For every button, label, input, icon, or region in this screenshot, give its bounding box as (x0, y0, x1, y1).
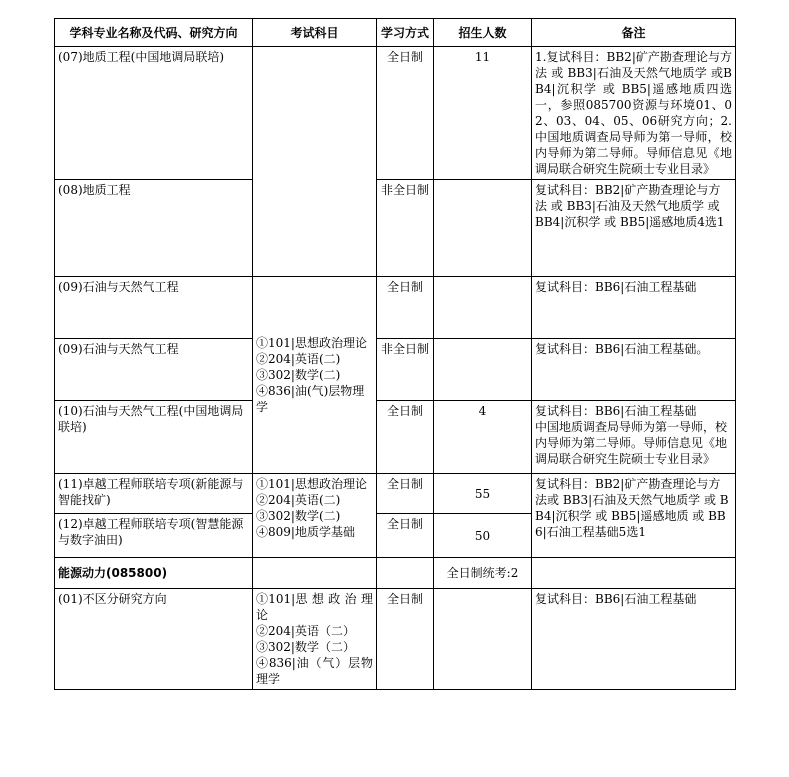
header-count: 招生人数 (434, 19, 532, 47)
mode-cell: 非全日制 (377, 339, 434, 401)
count-cell (434, 277, 532, 339)
notes-cell: 复试科目：BB6|石油工程基础 (532, 589, 736, 690)
header-row (55, 19, 736, 47)
notes-cell: 复试科目：BB6|石油工程基础 中国地质调查局导师为第一导师，校内导师为第二导师。导师信息见《地调局联合研究生院硕士专业目录》 (532, 401, 736, 474)
table-row (55, 47, 736, 180)
section-heading: 能源动力(085800) (55, 558, 253, 589)
count-cell (434, 339, 532, 401)
major-cell: (07)地质工程(中国地调局联培) (55, 47, 253, 180)
major-cell: (10)石油与天然气工程(中国地调局联培) (55, 401, 253, 474)
subject-line: ④836|油（气）层物理学 (256, 656, 373, 686)
table-row (55, 589, 736, 690)
major-cell: (09)石油与天然气工程 (55, 277, 253, 339)
notes-cell: 复试科目：BB6|石油工程基础 (532, 277, 736, 339)
subject-line: ①101|思想政治理论 (256, 477, 367, 491)
subject-line: ②204|英语（二） (256, 624, 355, 638)
notes-cell: 1.复试科目：BB2|矿产勘查理论与方法 或 BB3|石油及天然气地质学 或BB4|沉积学 或 BB5|遥感地质四选一，参照085700资源与环境01、02、03、04、05、06研究方向；2.中国地质调查局导师为第一导师，校内导师为第二导师。导师信息见《地调局联合研究生院硕士专业目录》 (532, 47, 736, 180)
notes-cell (532, 558, 736, 589)
subject-line: ③302|数学（二） (256, 640, 355, 654)
table-row (55, 277, 736, 339)
subject-line: ③302|数学(二) (256, 368, 341, 382)
notes-cell: 复试科目：BB6|石油工程基础。 (532, 339, 736, 401)
mode-cell: 全日制 (377, 589, 434, 690)
table-row (55, 180, 736, 277)
notes-cell: 复试科目：BB2|矿产勘查理论与方法或 BB3|石油及天然气地质学 或 BB4|沉积学 或 BB5|遥感地质 或 BB6|石油工程基础5选1 (532, 474, 736, 558)
header-notes: 备注 (532, 19, 736, 47)
mode-cell: 非全日制 (377, 180, 434, 277)
subject-line: ①101|思 想 政 治 理 论 (256, 592, 373, 622)
notes-cell: 复试科目：BB2|矿产勘查理论与方法 或 BB3|石油及天然气地质学 或 BB4|沉积学 或 BB5|遥感地质4选1 (532, 180, 736, 277)
mode-cell: 全日制 (377, 277, 434, 339)
count-cell: 55 (434, 474, 532, 514)
subject-line: ④836|油(气)层物理学 (256, 384, 365, 414)
count-cell: 50 (434, 514, 532, 558)
mode-cell (377, 558, 434, 589)
mode-cell: 全日制 (377, 401, 434, 474)
table-row (55, 339, 736, 401)
subjects-cell-group-1 (253, 277, 377, 474)
major-cell: (01)不区分研究方向 (55, 589, 253, 690)
major-cell: (11)卓越工程师联培专项(新能源与智能找矿) (55, 474, 253, 514)
count-cell: 4 (434, 401, 532, 474)
count-cell (434, 180, 532, 277)
table-row (55, 401, 736, 474)
subject-line: ①101|思想政治理论 (256, 336, 367, 350)
mode-cell: 全日制 (377, 514, 434, 558)
major-cell: (12)卓越工程师联培专项(智慧能源与数字油田) (55, 514, 253, 558)
count-cell: 全日制统考:2 (434, 558, 532, 589)
subject-line: ②204|英语(二) (256, 493, 341, 507)
header-mode: 学习方式 (377, 19, 434, 47)
count-cell: 11 (434, 47, 532, 180)
subjects-cell-group-3 (253, 589, 377, 690)
subjects-cell-group-2 (253, 474, 377, 558)
subjects-cell-empty (253, 47, 377, 277)
admissions-table (54, 18, 736, 690)
major-cell: (09)石油与天然气工程 (55, 339, 253, 401)
count-cell (434, 589, 532, 690)
subject-line: ②204|英语(二) (256, 352, 341, 366)
header-subjects: 考试科目 (253, 19, 377, 47)
header-major: 学科专业名称及代码、研究方向 (55, 19, 253, 47)
mode-cell: 全日制 (377, 47, 434, 180)
subject-line: ③302|数学(二) (256, 509, 341, 523)
major-cell: (08)地质工程 (55, 180, 253, 277)
table-row (55, 474, 736, 514)
mode-cell: 全日制 (377, 474, 434, 514)
subject-line: ④809|地质学基础 (256, 525, 355, 539)
subjects-cell-empty (253, 558, 377, 589)
table-row (55, 558, 736, 589)
